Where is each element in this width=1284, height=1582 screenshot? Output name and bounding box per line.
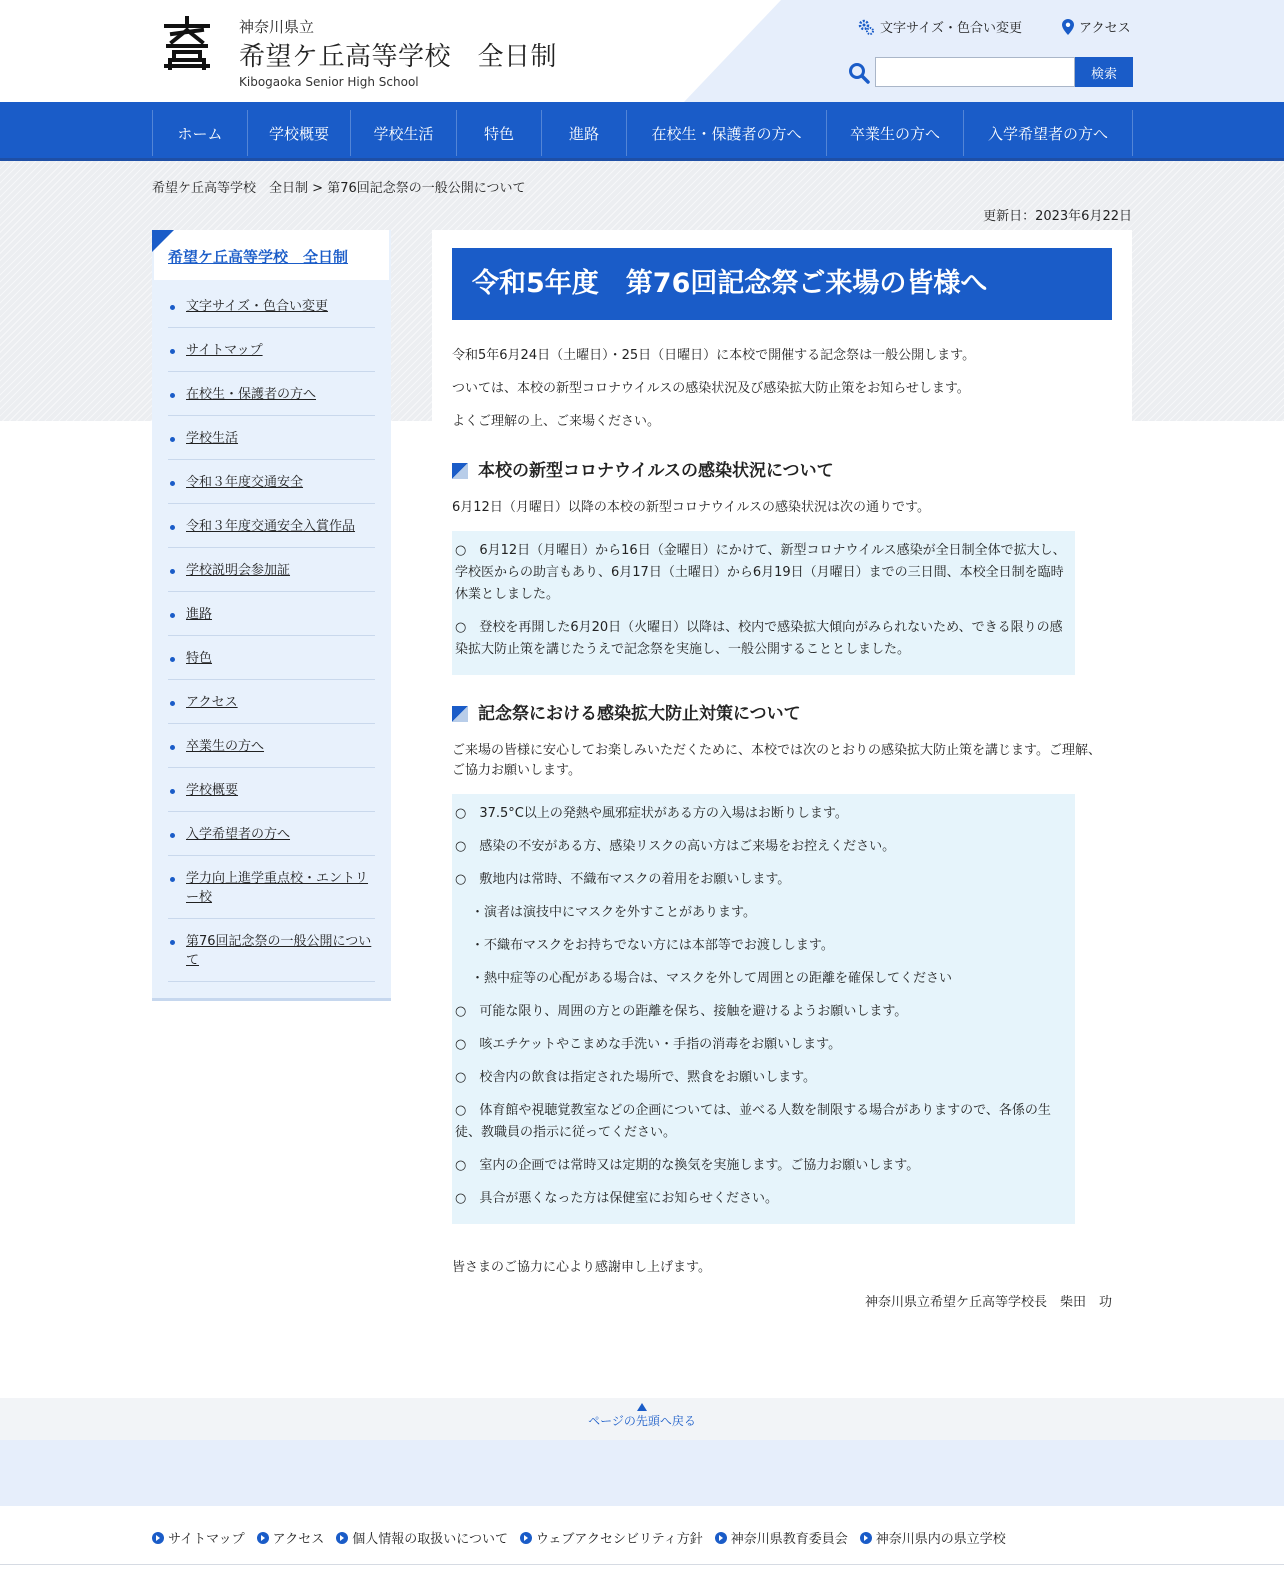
footer-link-access[interactable]	[257, 1528, 325, 1547]
sidebar-item-festival	[168, 919, 375, 982]
access-link[interactable]	[1062, 17, 1131, 36]
nav-item-students-parents[interactable]: 在校生・保護者の方へ	[627, 110, 827, 156]
page-title: 令和5年度 第76回記念祭ご来場の皆様へ	[452, 248, 1112, 320]
sidebar-link[interactable]: 文字サイズ・色合い変更	[186, 299, 328, 314]
sidebar-item-access	[168, 680, 375, 724]
footer-band	[0, 1440, 1284, 1506]
measure-item: ○ 室内の企画では常時又は定期的な換気を実施します。ご協力お願いします。	[455, 1158, 920, 1173]
search-icon	[848, 62, 870, 84]
arrow-circle-icon	[336, 1532, 348, 1544]
measure-item: ○ 具合が悪くなった方は保健室にお知らせください。	[455, 1191, 778, 1206]
site-title-english: Kibogaoka Senior High School	[239, 75, 419, 89]
closing-text: 皆さまのご協力に心より感謝申し上げます。	[452, 1260, 711, 1275]
sidebar-link[interactable]: 入学希望者の方へ	[186, 827, 291, 842]
sidebar-corner-mark	[152, 230, 174, 252]
measure-subitem: ・熱中症等の心配がある場合は、マスクを外して周囲との距離を確保してください	[471, 971, 953, 986]
intro-paragraph: よくご理解の上、ご来場ください。	[452, 414, 661, 429]
arrow-circle-icon	[152, 1532, 164, 1544]
sidebar-item-school-life	[168, 416, 375, 460]
site-header	[0, 0, 1284, 102]
footer-link-label: 個人情報の取扱いについて	[352, 1532, 508, 1547]
footer-divider	[0, 1564, 1284, 1565]
gear-icon	[857, 18, 875, 36]
sidebar-item-school-overview	[168, 768, 375, 812]
sidebar-link[interactable]: 令和３年度交通安全	[186, 475, 304, 490]
arrow-circle-icon	[257, 1532, 269, 1544]
sidebar-item-sitemap	[168, 328, 375, 372]
principal-signature: 神奈川県立希望ケ丘高等学校長 柴田 功	[864, 1295, 1112, 1310]
sidebar-link[interactable]: 特色	[186, 651, 213, 666]
global-nav-list	[152, 110, 1133, 156]
section-heading-text: 記念祭における感染拡大防止対策について	[478, 704, 801, 724]
nav-item-home[interactable]: ホーム	[153, 110, 248, 156]
font-size-color-label: 文字サイズ・色合い変更	[880, 21, 1022, 36]
sidebar-item-prospective	[168, 812, 375, 856]
measure-item: ○ 校舎内の飲食は指定された場所で、黙食をお願いします。	[455, 1070, 817, 1085]
footer-link-sitemap[interactable]	[152, 1528, 245, 1547]
sidebar-link[interactable]: アクセス	[186, 695, 238, 710]
nav-item-prospective[interactable]: 入学希望者の方へ	[964, 110, 1133, 156]
site-prefecture: 神奈川県立	[239, 18, 315, 36]
sidebar	[152, 230, 391, 1001]
main-content	[432, 230, 1132, 1340]
sidebar-link[interactable]: サイトマップ	[186, 343, 263, 358]
measure-subitem: ・演者は演技中にマスクを外すことがあります。	[471, 905, 756, 920]
status-item: ○ 6月12日（月曜日）から16日（金曜日）にかけて、新型コロナウイルス感染が全日制全体で拡大し、学校医からの助言もあり、6月17日（土曜日）から6月19日（月曜日）までの三日間、本校全日制を臨時休業としました。	[455, 543, 1066, 602]
footer-link-label: サイトマップ	[168, 1532, 245, 1547]
updated-date: 更新日：2023年6月22日	[983, 209, 1132, 224]
footer-link-prefectural-schools[interactable]	[860, 1528, 1006, 1547]
breadcrumb	[152, 177, 525, 196]
sidebar-item-info-session-pass	[168, 548, 375, 592]
access-label: アクセス	[1079, 21, 1131, 36]
sidebar-item-career	[168, 592, 375, 636]
nav-item-career[interactable]: 進路	[542, 110, 627, 156]
page-top-link[interactable]	[0, 1398, 1284, 1440]
arrow-circle-icon	[520, 1532, 532, 1544]
section-lead: ご来場の皆様に安心してお楽しみいただくために、本校では次のとおりの感染拡大防止策を講じます。ご理解、ご協力お願いします。	[452, 743, 1101, 778]
sidebar-link[interactable]: 学校説明会参加証	[186, 563, 291, 578]
sidebar-link[interactable]: 第76回記念祭の一般公開について	[186, 934, 372, 968]
search-button[interactable]: 検索	[1075, 57, 1133, 87]
intro-paragraph: ついては、本校の新型コロナウイルスの感染状況及び感染拡大防止策をお知らせします。	[452, 381, 970, 396]
nav-item-features[interactable]: 特色	[457, 110, 542, 156]
nav-item-school-life[interactable]: 学校生活	[351, 110, 457, 156]
sidebar-link[interactable]: 令和３年度交通安全入賞作品	[186, 519, 356, 534]
arrow-up-icon	[637, 1403, 647, 1411]
measure-item: ○ 37.5°C以上の発熱や風邪症状がある方の入場はお断りします。	[455, 806, 848, 821]
footer-link-accessibility[interactable]	[520, 1528, 703, 1547]
infection-status-box	[452, 531, 1075, 675]
global-nav	[0, 102, 1284, 161]
sidebar-link[interactable]: 学校概要	[186, 783, 239, 798]
footer-link-label: アクセス	[272, 1532, 325, 1547]
sidebar-header	[154, 230, 389, 280]
footer-link-label: 神奈川県教育委員会	[730, 1532, 848, 1547]
sidebar-item-graduates	[168, 724, 375, 768]
breadcrumb-current: 第76回記念祭の一般公開について	[327, 181, 526, 196]
breadcrumb-home-link[interactable]: 希望ケ丘高等学校 全日制	[152, 181, 309, 196]
measure-item: ○ 可能な限り、周囲の方との距離を保ち、接触を避けるようお願いします。	[455, 1004, 908, 1019]
search-input[interactable]	[875, 57, 1075, 87]
site-title[interactable]: 希望ケ丘高等学校 全日制	[239, 42, 558, 72]
breadcrumb-separator: >	[308, 181, 328, 196]
sidebar-item-students-parents	[168, 372, 375, 416]
sidebar-item-font-size	[168, 284, 375, 328]
sidebar-title-link[interactable]: 希望ケ丘高等学校 全日制	[168, 248, 349, 266]
measure-item: ○ 感染の不安がある方、感染リスクの高い方はご来場をお控えください。	[455, 839, 896, 854]
section-heading-infection-status	[452, 460, 1112, 482]
section-lead: 6月12日（月曜日）以降の本校の新型コロナウイルスの感染状況は次の通りです。	[452, 500, 930, 515]
arrow-circle-icon	[860, 1532, 872, 1544]
sidebar-link[interactable]: 学校生活	[186, 431, 239, 446]
measure-subitem: ・不織布マスクをお持ちでない方には本部等でお渡しします。	[471, 938, 834, 953]
sidebar-item-features	[168, 636, 375, 680]
page-top-label[interactable]: ページの先頭へ戻る	[588, 1414, 696, 1428]
map-pin-icon	[1062, 19, 1074, 35]
sidebar-link[interactable]: 進路	[186, 607, 213, 622]
sidebar-item-traffic-safety-award	[168, 504, 375, 548]
footer-link-label: 神奈川県内の県立学校	[875, 1532, 1006, 1547]
nav-item-graduates[interactable]: 卒業生の方へ	[827, 110, 964, 156]
sidebar-link[interactable]: 卒業生の方へ	[186, 739, 265, 754]
footer-link-label: ウェブアクセシビリティ方針	[535, 1532, 703, 1547]
school-emblem-logo[interactable]	[162, 16, 212, 70]
heading-corner-icon	[452, 706, 468, 722]
footer-link-privacy[interactable]	[336, 1528, 508, 1547]
sidebar-item-traffic-safety	[168, 460, 375, 504]
sidebar-item-academic-focus	[168, 856, 375, 919]
footer-link-board-of-education[interactable]	[715, 1528, 848, 1547]
arrow-circle-icon	[715, 1532, 727, 1544]
sidebar-list	[152, 284, 391, 982]
footer-links	[152, 1528, 1006, 1547]
measure-item: ○ 敷地内は常時、不織布マスクの着用をお願いします。	[455, 872, 791, 887]
font-size-color-link[interactable]	[857, 17, 1022, 36]
section-heading-text: 本校の新型コロナウイルスの感染状況について	[478, 461, 834, 481]
sidebar-link[interactable]: 学力向上進学重点校・エントリー校	[186, 871, 369, 905]
intro-paragraph: 令和5年6月24日（土曜日）・25日（日曜日）に本校で開催する記念祭は一般公開します。	[452, 348, 976, 363]
sidebar-link[interactable]: 在校生・保護者の方へ	[186, 387, 317, 402]
prevention-measures-box	[452, 794, 1075, 1224]
measure-item: ○ 咳エチケットやこまめな手洗い・手指の消毒をお願いします。	[455, 1037, 842, 1052]
nav-item-school-overview[interactable]: 学校概要	[248, 110, 351, 156]
status-item: ○ 登校を再開した6月20日（火曜日）以降は、校内で感染拡大傾向がみられないため、できる限りの感染拡大防止策を講じたうえで記念祭を実施し、一般公開することとしました。	[455, 620, 1063, 657]
measure-item: ○ 体育館や視聴覚教室などの企画については、並べる人数を制限する場合がありますので、各係の生徒、教職員の指示に従ってください。	[455, 1103, 1051, 1140]
section-heading-prevention	[452, 703, 1112, 725]
heading-corner-icon	[452, 463, 468, 479]
